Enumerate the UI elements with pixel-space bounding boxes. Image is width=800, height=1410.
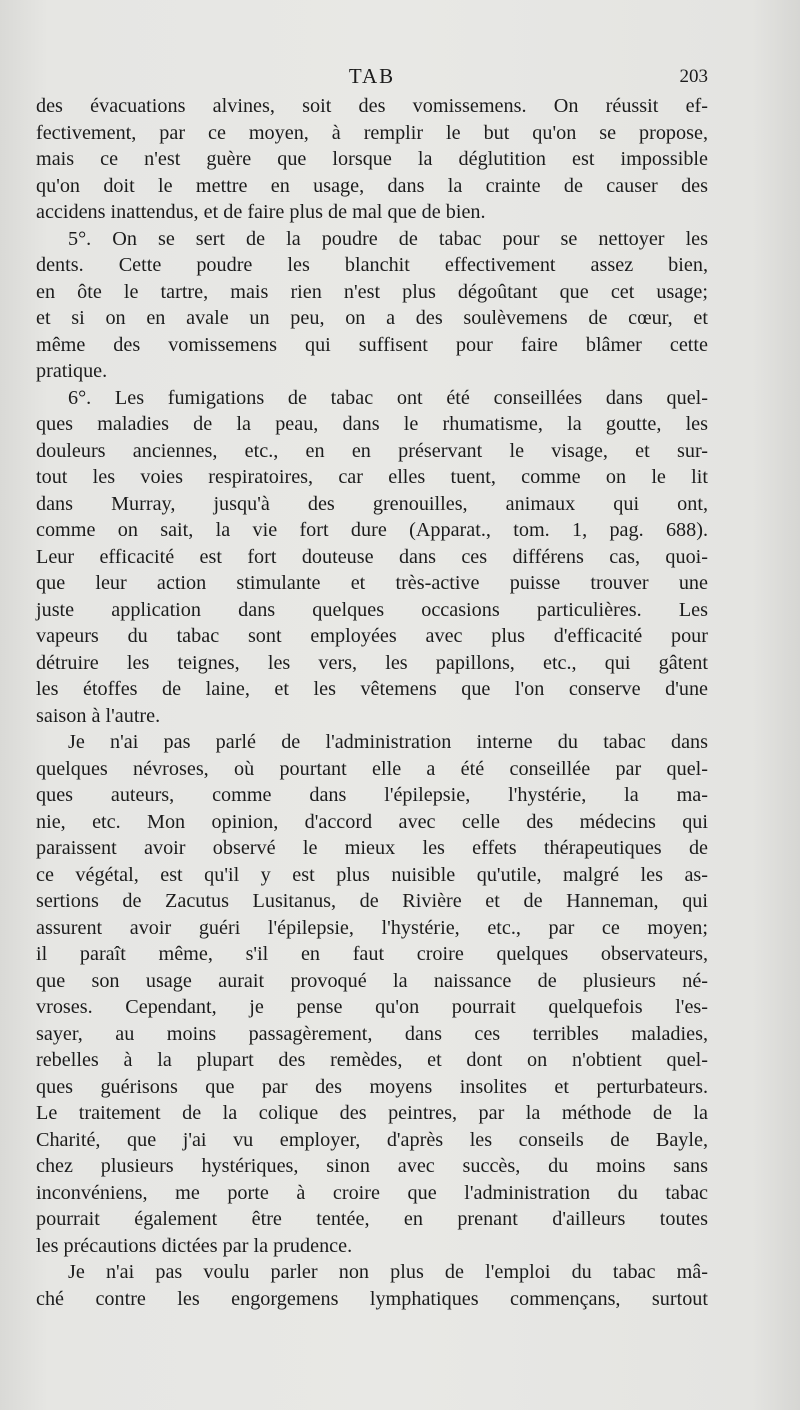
text-line: en ôte le tartre, mais rien n'est plus dégoûtant que cet usage;: [36, 280, 708, 303]
text-line: sayer, au moins passagèrement, dans ces terribles maladies,: [36, 1022, 708, 1045]
text-line: que son usage aurait provoqué la naissance de plusieurs né-: [36, 969, 708, 992]
text-line: pratique.: [36, 360, 108, 382]
text-line: ché contre les engorgemens lymphatiques commençans, surtout: [36, 1287, 708, 1310]
text-line: vroses. Cependant, je pense qu'on pourrait quelquefois l'es-: [36, 996, 708, 1018]
text-line: les étoffes de laine, et les vêtemens que l'on conserve d'une: [36, 678, 708, 700]
text-line: il paraît même, s'il en faut croire quelques observateurs,: [36, 943, 708, 965]
text-line: ques guérisons que par des moyens insolites et perturbateurs.: [36, 1075, 708, 1098]
text-line: accidens inattendus, et de faire plus de mal que de bien.: [36, 201, 486, 223]
text-line: sertions de Zacutus Lusitanus, de Rivière et de Hanneman, qui: [36, 890, 708, 912]
text-line: Leur efficacité est fort douteuse dans ces différens cas, quoi-: [36, 545, 708, 568]
text-line: Charité, que j'ai vu employer, d'après les conseils de Bayle,: [36, 1128, 708, 1151]
text-line: fectivement, par ce moyen, à remplir le but qu'on se propose,: [36, 121, 708, 144]
text-line: dents. Cette poudre les blanchit effectivement assez bien,: [36, 254, 708, 276]
text-line: vapeurs du tabac sont employées avec plus d'efficacité pour: [36, 625, 708, 647]
text-line: saison à l'autre.: [36, 704, 161, 727]
text-line: Le traitement de la colique des peintres, par la méthode de la: [36, 1102, 708, 1124]
text-line: tout les voies respiratoires, car elles tuent, comme on le lit: [36, 466, 708, 488]
text-line: chez plusieurs hystériques, sinon avec succès, du moins sans: [36, 1155, 708, 1177]
page-number: 203: [679, 66, 708, 87]
text-line: paraissent avoir observé le mieux les effets thérapeutiques de: [36, 837, 708, 859]
text-line: ques maladies de la peau, dans le rhumatisme, la goutte, les: [36, 413, 708, 435]
running-head: [36, 64, 708, 92]
text-line: 5°. On se sert de la poudre de tabac pour se nettoyer les: [68, 227, 708, 250]
text-line: rebelles à la plupart des remèdes, et dont on n'obtient quel-: [36, 1049, 708, 1071]
text-line: dans Murray, jusqu'à des grenouilles, animaux qui ont,: [36, 492, 708, 515]
text-line: quelques névroses, où pourtant elle a été conseillée par quel-: [36, 757, 708, 780]
text-line: les précautions dictées par la prudence.: [36, 1234, 353, 1257]
text-line: assurent avoir guéri l'épilepsie, l'hystérie, etc., par ce moyen;: [36, 916, 708, 939]
text-line: juste application dans quelques occasions particulières. Les: [36, 598, 708, 621]
text-line: pourrait également être tentée, en prenant d'ailleurs toutes: [36, 1208, 708, 1230]
text-line: et si on en avale un peu, on a des soulèvemens de cœur, et: [36, 307, 708, 329]
text-line: Je n'ai pas parlé de l'administration interne du tabac dans: [68, 731, 708, 753]
text-line: comme on sait, la vie fort dure (Apparat., tom. 1, pag. 688).: [36, 519, 708, 541]
text-line: même des vomissemens qui suffisent pour faire blâmer cette: [36, 333, 708, 356]
text-line: nie, etc. Mon opinion, d'accord avec celle des médecins qui: [36, 810, 708, 833]
text-line: des évacuations alvines, soit des vomissemens. On réussit ef-: [36, 95, 708, 117]
text-line: détruire les teignes, les vers, les papillons, etc., qui gâtent: [36, 651, 708, 674]
text-line: que leur action stimulante et très-active puisse trouver une: [36, 572, 708, 594]
text-line: mais ce n'est guère que lorsque la déglutition est impossible: [36, 148, 708, 170]
text-line: douleurs anciennes, etc., en en préservant le visage, et sur-: [36, 439, 708, 462]
text-line: Je n'ai pas voulu parler non plus de l'emploi du tabac mâ-: [68, 1261, 708, 1283]
text-line: qu'on doit le mettre en usage, dans la crainte de causer des: [36, 174, 708, 197]
text-line: ques auteurs, comme dans l'épilepsie, l'hystérie, la ma-: [36, 784, 708, 806]
text-line: 6°. Les fumigations de tabac ont été conseillées dans quel-: [68, 386, 708, 409]
running-title: TAB: [348, 64, 396, 88]
body-text: [36, 93, 708, 1312]
text-line: ce végétal, est qu'il y est plus nuisible qu'utile, malgré les as-: [36, 863, 708, 886]
text-line: inconvéniens, me porte à croire que l'administration du tabac: [36, 1181, 708, 1204]
